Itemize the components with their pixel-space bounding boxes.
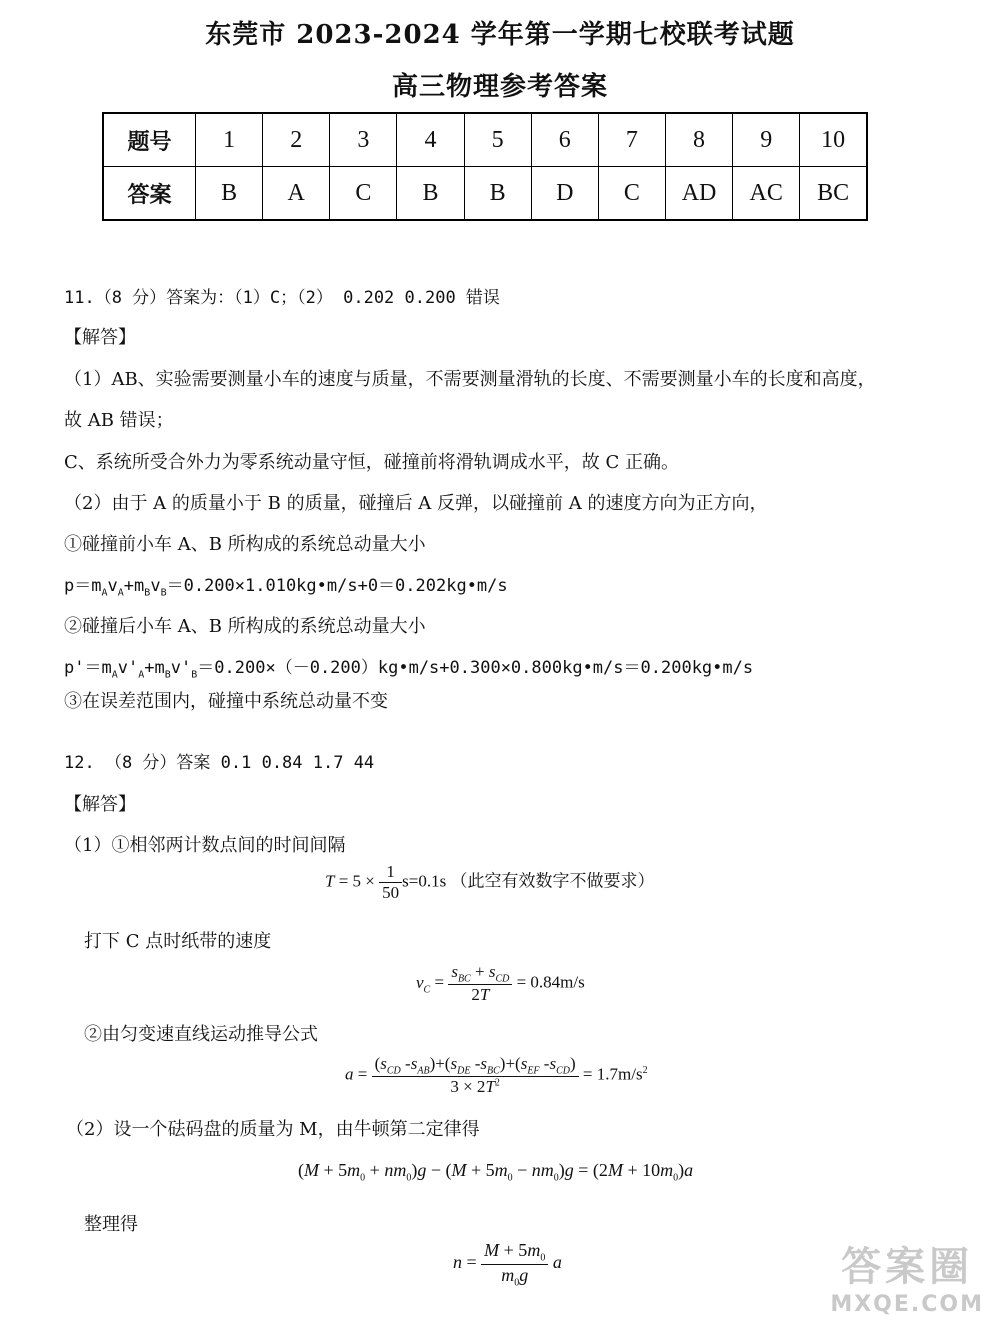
formula-text: ＝0.200×1.010kg•m/s+0＝0.202kg•m/s [166, 576, 508, 596]
table-cell: B [464, 167, 531, 221]
table-cell: B [196, 167, 263, 221]
table-cell: 2 [263, 113, 330, 167]
table-cell: A [263, 167, 330, 221]
table-cell: 3 [330, 113, 397, 167]
q11-solution-heading: 【解答】 [64, 327, 136, 348]
q11-text-line: ②碰撞后小车 A、B 所构成的系统总动量大小 [64, 616, 426, 637]
table-row-numbers [103, 113, 867, 167]
q12-text-line: （2）设一个砝码盘的质量为 M，由牛顿第二定律得 [66, 1119, 480, 1140]
q12-text-line: （1）①相邻两计数点间的时间间隔 [64, 835, 346, 856]
table-cell: 4 [397, 113, 464, 167]
formula-note: （此空有效数字不做要求） [450, 871, 655, 892]
q11-momentum-before-formula: $p=m_Av_A+m_Bv_B=0.200\times 1.010kg•m/s+0=0.202kg•m/s$ [64, 576, 508, 599]
table-row-answers [103, 167, 867, 221]
watermark-text: 答案圈 [841, 1244, 974, 1290]
formula-acceleration: a = $\frac{(s_{CD} -s_{AB})+(s_{DE} -s_{BC})+(s_{EF} -s_{CD})}{3 \times 2T^2}$ = $1.7m/s^2$ [345, 1054, 648, 1097]
q12-solution-heading: 【解答】 [64, 794, 136, 815]
table-cell: C [330, 167, 397, 221]
formula-velocity-c: $v_C$ = $\frac{s_{BC} + s_{CD}}{2T}$ = 0.84m/s [416, 962, 585, 1005]
q12-text-line: 打下 C 点时纸带的速度 [84, 931, 272, 952]
table-cell: 6 [531, 113, 598, 167]
formula-newton-second-law: $(M + 5m_0 + nm_0)g - (M + 5m_0 - nm_0)g = (2M + 10m_0)a$ [298, 1160, 694, 1184]
q11-text-line: 故 AB 错误； [64, 410, 174, 431]
q11-text-line: （1）AB、实验需要测量小车的速度与质量，不需要测量滑轨的长度、不需要测量小车的长度和高度， [64, 369, 876, 390]
formula-text: ＝0.200×（－0.200）kg•m/s+0.300×0.800kg•m/s＝0.200kg•m/s [197, 658, 754, 678]
watermark-url: MXQE.COM [830, 1292, 984, 1317]
table-cell: BC [800, 167, 867, 221]
table-cell: AC [733, 167, 800, 221]
answer-table [102, 112, 868, 221]
q11-momentum-after-formula: $p'=m_Av'_A+m_Bv'_B=0.200\times(-0.200)kg•m/s+0.300\times 0.800kg•m/s=0.200kg•m/s$ [64, 658, 754, 681]
q11-text-line: （2）由于 A 的质量小于 B 的质量，碰撞后 A 反弹，以碰撞前 A 的速度方向为正方向， [64, 493, 768, 514]
table-cell: 9 [733, 113, 800, 167]
formula-period: T = 5 × $\frac{1}{50}$ s=0.1s （此空有效数字不做要求） [325, 862, 655, 902]
table-cell: B [397, 167, 464, 221]
q11-text-line: C、系统所受合外力为零系统动量守恒，碰撞前将滑轨调成水平，故 C 正确。 [64, 452, 679, 473]
table-cell: 10 [800, 113, 867, 167]
q11-text-line: ①碰撞前小车 A、B 所构成的系统总动量大小 [64, 534, 426, 555]
table-cell: AD [665, 167, 732, 221]
table-cell: C [598, 167, 665, 221]
table-cell: 1 [196, 113, 263, 167]
table-header-number: 题号 [103, 113, 196, 167]
table-cell: 5 [464, 113, 531, 167]
table-cell: D [531, 167, 598, 221]
formula-n-result: n = $\frac{M + 5m_0}{m_0g}$ a [453, 1240, 562, 1289]
table-cell: 7 [598, 113, 665, 167]
table-header-answer: 答案 [103, 167, 196, 221]
page-title: 东莞市 2023-2024 学年第一学期七校联考试题 [205, 20, 795, 50]
q11-answer-line: 11.（8 分）答案为：（1）C；（2） 0.202 0.200 错误 [64, 288, 500, 308]
watermark-logo [830, 1235, 984, 1317]
page-subtitle: 高三物理参考答案 [391, 72, 608, 102]
q12-answer-line: 12. （8 分）答案 0.1 0.84 1.7 44 [64, 753, 375, 773]
q11-text-line: ③在误差范围内，碰撞中系统总动量不变 [64, 691, 388, 712]
q12-text-line: ②由匀变速直线运动推导公式 [84, 1024, 318, 1045]
table-cell: 8 [665, 113, 732, 167]
q12-text-line: 整理得 [84, 1214, 138, 1235]
